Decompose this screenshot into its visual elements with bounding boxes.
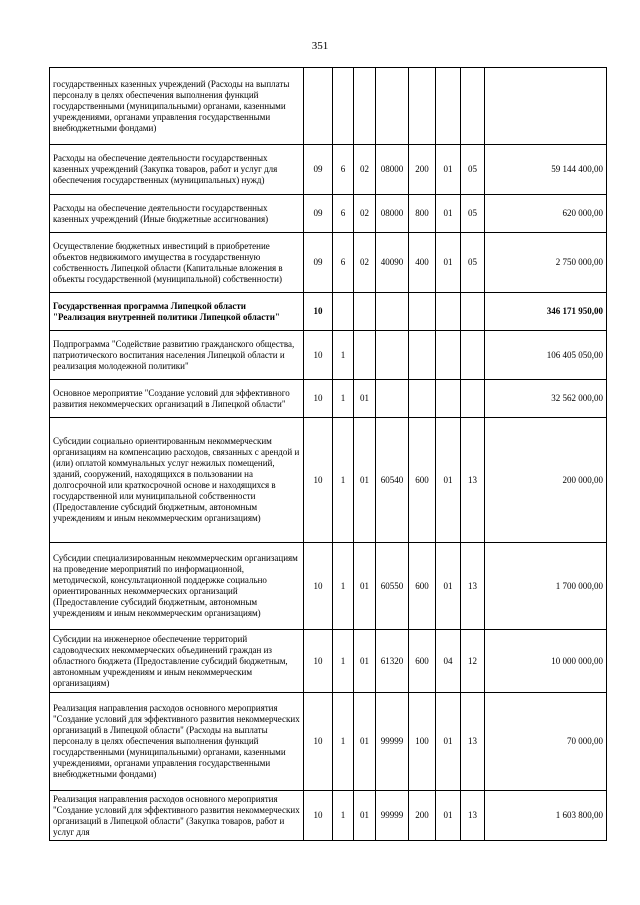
code-subsection: [461, 68, 485, 145]
code-program: [304, 68, 333, 145]
code-section: [436, 293, 461, 331]
code-expense-type: 200: [409, 145, 436, 195]
row-description: Субсидии специализированным некоммерческим организациям на проведение мероприятий по информационной, методической, консультационной поддержке социально ориентированных некоммерческих организаций (Предоставление субсидий бюджетным, автономным учреждениям и иным некоммерческим организациям): [50, 543, 304, 630]
row-description: Расходы на обеспечение деятельности государственных казенных учреждений (Закупка товаров, работ и услуг для обеспечения государственных (муниципальных) нужд): [50, 145, 304, 195]
row-description: Субсидии на инженерное обеспечение территорий садоводческих некоммерческих объединений граждан из областного бюджета (Предоставление субсидий бюджетным, автономным учреждениям и иным некоммерческим организациям): [50, 630, 304, 693]
code-section: 01: [436, 693, 461, 791]
row-amount: 1 603 800,00: [485, 791, 607, 841]
row-amount: 620 000,00: [485, 195, 607, 233]
code-expense-type: [409, 293, 436, 331]
code-expense-type: 600: [409, 630, 436, 693]
row-amount: 2 750 000,00: [485, 233, 607, 293]
code-section: 01: [436, 195, 461, 233]
row-description: Реализация направления расходов основного мероприятия "Создание условий для эффективного развития некоммерческих организаций в Липецкой области" (Закупка товаров, работ и услуг для: [50, 791, 304, 841]
code-subsection: [461, 331, 485, 380]
code-expense-type: 800: [409, 195, 436, 233]
table-row: [50, 145, 607, 195]
code-direction: [376, 331, 409, 380]
code-direction: [376, 293, 409, 331]
code-program: 10: [304, 630, 333, 693]
code-expense-type: [409, 68, 436, 145]
code-section: 01: [436, 418, 461, 543]
code-activity: 01: [354, 543, 376, 630]
code-program: 10: [304, 543, 333, 630]
table-body: [50, 68, 607, 841]
row-amount: 59 144 400,00: [485, 145, 607, 195]
code-section: 01: [436, 145, 461, 195]
code-section: 01: [436, 543, 461, 630]
code-subsection: [461, 293, 485, 331]
row-description: Расходы на обеспечение деятельности государственных казенных учреждений (Иные бюджетные ассигнования): [50, 195, 304, 233]
code-expense-type: 200: [409, 791, 436, 841]
code-activity: [354, 331, 376, 380]
row-amount: 10 000 000,00: [485, 630, 607, 693]
code-section: [436, 331, 461, 380]
code-program: 10: [304, 293, 333, 331]
table-row: [50, 630, 607, 693]
code-subprogram: [333, 68, 354, 145]
row-amount: 1 700 000,00: [485, 543, 607, 630]
code-activity: 01: [354, 630, 376, 693]
code-activity: 01: [354, 418, 376, 543]
row-amount: 70 000,00: [485, 693, 607, 791]
code-subprogram: 6: [333, 195, 354, 233]
code-subsection: 13: [461, 418, 485, 543]
code-program: 10: [304, 331, 333, 380]
table-row: [50, 331, 607, 380]
row-description: Подпрограмма "Содействие развитию гражданского общества, патриотического воспитания населения Липецкой области и реализация молодежной политики": [50, 331, 304, 380]
code-activity: [354, 68, 376, 145]
code-program: 09: [304, 145, 333, 195]
code-activity: 02: [354, 233, 376, 293]
row-description: Осуществление бюджетных инвестиций в приобретение объектов недвижимого имущества в государственную собственность Липецкой области (Капитальные вложения в объекты государственной (муниципальной) собственности): [50, 233, 304, 293]
code-direction: 60540: [376, 418, 409, 543]
row-description: Реализация направления расходов основного мероприятия "Создание условий для эффективного развития некоммерческих организаций в Липецкой области" (Расходы на выплаты персоналу в целях обеспечения выполнения функций государственными (муниципальными) органами, казенными учреждениями, органами управления государственными внебюджетными фондами): [50, 693, 304, 791]
row-amount: 346 171 950,00: [485, 293, 607, 331]
code-expense-type: [409, 331, 436, 380]
code-subprogram: 6: [333, 233, 354, 293]
row-description: Основное мероприятие "Создание условий для эффективного развития некоммерческих организаций в Липецкой области": [50, 380, 304, 418]
table-row: [50, 791, 607, 841]
code-subprogram: 1: [333, 693, 354, 791]
code-subprogram: 1: [333, 380, 354, 418]
table-row: [50, 418, 607, 543]
code-program: 09: [304, 195, 333, 233]
code-subprogram: [333, 293, 354, 331]
code-expense-type: [409, 380, 436, 418]
table-row: [50, 380, 607, 418]
row-description: Субсидии социально ориентированным некоммерческим организациям на компенсацию расходов, связанных с арендой и (или) оплатой коммунальных услуг нежилых помещений, зданий, сооружений, находящихся в пользовании на долгосрочной или краткосрочной основе и находящихся в государственной или муниципальной собственности (Предоставление субсидий бюджетным, автономным учреждениям и иным некоммерческим организациям): [50, 418, 304, 543]
code-direction: 08000: [376, 195, 409, 233]
code-expense-type: 600: [409, 543, 436, 630]
row-amount: 32 562 000,00: [485, 380, 607, 418]
code-section: [436, 380, 461, 418]
code-direction: [376, 380, 409, 418]
code-program: 10: [304, 693, 333, 791]
code-direction: 99999: [376, 693, 409, 791]
code-subprogram: 6: [333, 145, 354, 195]
code-subsection: 05: [461, 145, 485, 195]
page-number: 351: [311, 40, 329, 52]
row-amount: [485, 68, 607, 145]
code-direction: 99999: [376, 791, 409, 841]
code-subprogram: 1: [333, 543, 354, 630]
code-subsection: 13: [461, 693, 485, 791]
row-amount: 106 405 050,00: [485, 331, 607, 380]
code-subprogram: 1: [333, 418, 354, 543]
code-section: 01: [436, 233, 461, 293]
code-activity: [354, 293, 376, 331]
code-direction: 61320: [376, 630, 409, 693]
code-subprogram: 1: [333, 630, 354, 693]
table-row: [50, 195, 607, 233]
code-activity: 02: [354, 195, 376, 233]
budget-table: [49, 67, 607, 841]
code-subsection: 05: [461, 195, 485, 233]
code-direction: 40090: [376, 233, 409, 293]
code-subsection: 05: [461, 233, 485, 293]
code-subprogram: 1: [333, 331, 354, 380]
code-subsection: [461, 380, 485, 418]
code-expense-type: 100: [409, 693, 436, 791]
row-amount: 200 000,00: [485, 418, 607, 543]
code-expense-type: 600: [409, 418, 436, 543]
code-section: 04: [436, 630, 461, 693]
code-activity: 02: [354, 145, 376, 195]
code-program: 10: [304, 791, 333, 841]
code-direction: 08000: [376, 145, 409, 195]
table-row: [50, 543, 607, 630]
code-direction: [376, 68, 409, 145]
code-section: 01: [436, 791, 461, 841]
code-activity: 01: [354, 693, 376, 791]
code-direction: 60550: [376, 543, 409, 630]
code-subsection: 13: [461, 791, 485, 841]
code-program: 10: [304, 418, 333, 543]
table-row: [50, 693, 607, 791]
code-expense-type: 400: [409, 233, 436, 293]
code-subsection: 12: [461, 630, 485, 693]
code-program: 09: [304, 233, 333, 293]
row-description: Государственная программа Липецкой области "Реализация внутренней политики Липецкой области": [50, 293, 304, 331]
row-description: государственных казенных учреждений (Расходы на выплаты персоналу в целях обеспечения выполнения функций государственными (муниципальными) органами, казенными учреждениями, органами управления государственными внебюджетными фондами): [50, 68, 304, 145]
code-activity: 01: [354, 380, 376, 418]
code-subprogram: 1: [333, 791, 354, 841]
code-section: [436, 68, 461, 145]
table-row: [50, 68, 607, 145]
table-row: [50, 233, 607, 293]
code-activity: 01: [354, 791, 376, 841]
code-subsection: 13: [461, 543, 485, 630]
code-program: 10: [304, 380, 333, 418]
table-row: [50, 293, 607, 331]
